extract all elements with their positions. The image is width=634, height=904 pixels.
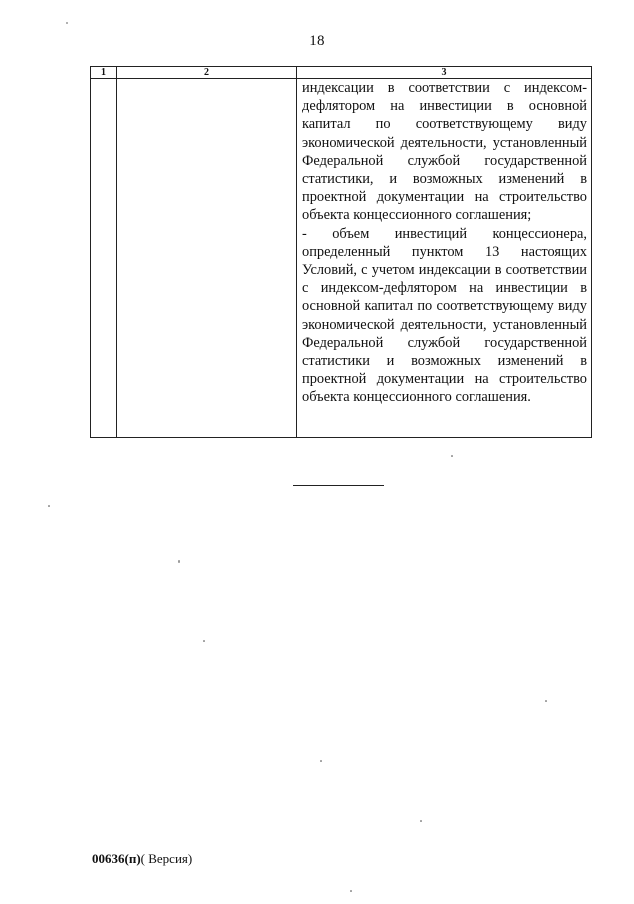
scan-speck [420, 820, 422, 822]
cell-paragraph-indexation: индексации в соответствии с индексом-дефлятором на инвестиции в основной капитал по соответствующему виду экономической деятельности, установленный Федеральной службой государственной статистики, и возможных изменений в проектной документации на строительство объекта концессионного соглашения; [302, 80, 587, 224]
scan-speck [451, 455, 453, 457]
separator-line [293, 485, 384, 486]
scan-speck [66, 22, 68, 24]
scan-speck [545, 700, 547, 702]
table-row [91, 79, 592, 438]
table-header-col-2: 2 [117, 67, 297, 79]
scan-speck [350, 890, 352, 892]
scan-speck [178, 560, 180, 563]
scan-speck [203, 640, 205, 642]
table-header-col-3: 3 [297, 67, 592, 79]
table-cell-col-2 [117, 79, 297, 438]
table-cell-col-1 [91, 79, 117, 438]
table-cell-col-3 [297, 79, 592, 438]
scan-speck [320, 760, 322, 762]
page-number: 18 [309, 33, 325, 49]
table-header-col-1: 1 [91, 67, 117, 79]
scan-speck [48, 505, 50, 507]
table-header-row [91, 67, 592, 79]
content-table [90, 66, 592, 438]
document-code-number: 00636(п) [92, 851, 141, 866]
cell-paragraph-investment-volume: - объем инвестиций концессионера, определенный пунктом 13 настоящих Условий, с учетом индексации в соответствии с индексом-дефлятором на инвестиции в основной капитал по соответствующему виду экономической деятельности, установленный Федеральной службой государственной статистики и возможных изменений в проектной документации на строительство объекта концессионного соглашения. [302, 225, 587, 406]
document-code [92, 851, 192, 867]
document-code-version: ( Версия) [140, 851, 193, 866]
